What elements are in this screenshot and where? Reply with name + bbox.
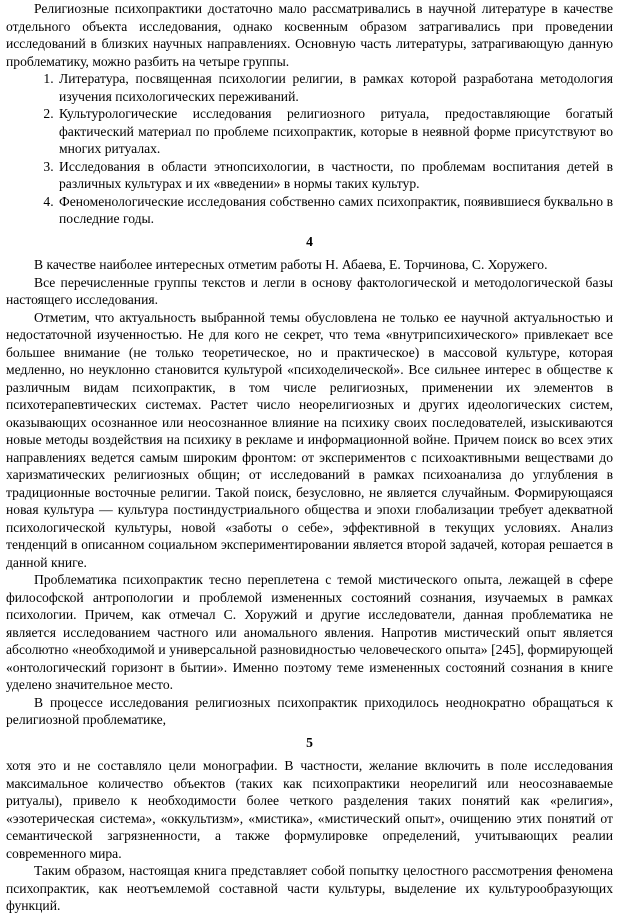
list-item: 3. Исследования в области этнопсихологии, в частности, по проблемам воспитания детей в различных культурах и их «введении» в нормы таких культур. [57, 158, 613, 193]
page-number: 4 [306, 233, 313, 249]
list-item: 2. Культурологические исследования религиозного ритуала, предоставляющие богатый фактический материал по проблеме психопрактик, которые в неявной форме присутствуют во многих ритуалах. [57, 105, 613, 158]
literature-groups-list [6, 70, 613, 228]
list-item: 1. Литература, посвященная психологии религии, в рамках которой разработана методология изучения психологических переживаний. [57, 70, 613, 105]
paragraph: Все перечисленные группы текстов и легли в основу фактологической и методологической базы настоящего исследования. [6, 274, 613, 307]
intro-paragraph: Религиозные психопрактики достаточно мало рассматривались в научной литературе в качестве отдельного объекта исследования, однако косвенным образом затрагивались при проведении исследований в близких научных направлениях. Основную часть литературы, затрагивающую данную проблематику, можно разбить на четыре группы. [6, 1, 613, 69]
paragraph: Отметим, что актуальность выбранной темы обусловлена не только ее научной актуальностью и недостаточной изученностью. Не для кого не секрет, что тема «внутрипсихического» привлекает все большее внимание (не только теоретическое, но и практическое) в массовой культуре, которая медленно, но неуклонно становится культурой «психоделической». Все сильнее интерес в обществе к различным видам психопрактик, в том числе религиозных, применении их элементов в психотерапевтических системах. Растет число неорелигиозных и других идеологических систем, оказывающих осознанное или неосознанное влияние на психику своих последователей, изыскиваются новые методы воздействия на психику в рекламе и информационной войне. Причем поиск во всех этих направлениях ведется самым широким фронтом: от экспериментов с психоактивными веществами до харизматических религиозных общин; от исследований в рамках психоанализа до углубления в традиционные восточные религии. Такой поиск, безусловно, не является случайным. Формирующаяся новая культура — культура постиндустриального общества и эпохи глобализации требует адекватной психологической культуры, новой «заботы о себе», эффективной в текущих условиях. Анализ тенденций в описанном социальном экспериментировании является второй задачей, которая решается в данной книге. [6, 309, 613, 570]
final-paragraph: Таким образом, настоящая книга представляет собой попытку целостного рассмотрения феномена психопрактик, как неотъемлемой составной части культуры, выделение их культурообразующих функций. [6, 863, 613, 913]
list-item: 4. Феноменологические исследования собственно самих психопрактик, появившиеся буквально в последние годы. [57, 193, 613, 228]
paragraph: В качестве наиболее интересных отметим работы Н. Абаева, Е. Торчинова, С. Хоружего. [34, 257, 548, 272]
paragraph: Проблематика психопрактик тесно переплетена с темой мистического опыта, лежащей в сфере философской антропологии и проблемой измененных состояний сознания, изучаемых в рамках психологии. Причем, как отмечал С. Хоружий и другие исследователи, данная проблематика не является исследованием частного или аномального явления. Напротив мистический опыт является абсолютно «необходимой и универсальной разновидностью человеческого опыта» [245], формирующей «онтологический горизонт в бытии». Именно поэтому теме измененных состояний сознания в книге уделено значительное место. [6, 572, 613, 692]
paragraph: В процессе исследования религиозных психопрактик приходилось неоднократно обращаться к религиозной проблематике, [6, 694, 613, 727]
continuation-paragraph: хотя это и не составляло цели монографии. В частности, желание включить в поле исследования максимальное количество объектов (таких как психопрактики неорелигий или неосознаваемые ритуалы), привело к необходимости более четкого разделения таких понятий как «религия», «эзотерическая система», «оккультизм», «мистика», «мистический опыт», очищению этих понятий от семантической загрязненности, а также формулировке определений, учитывающих реалии современного мира. [6, 758, 613, 861]
page-number: 5 [306, 734, 313, 750]
